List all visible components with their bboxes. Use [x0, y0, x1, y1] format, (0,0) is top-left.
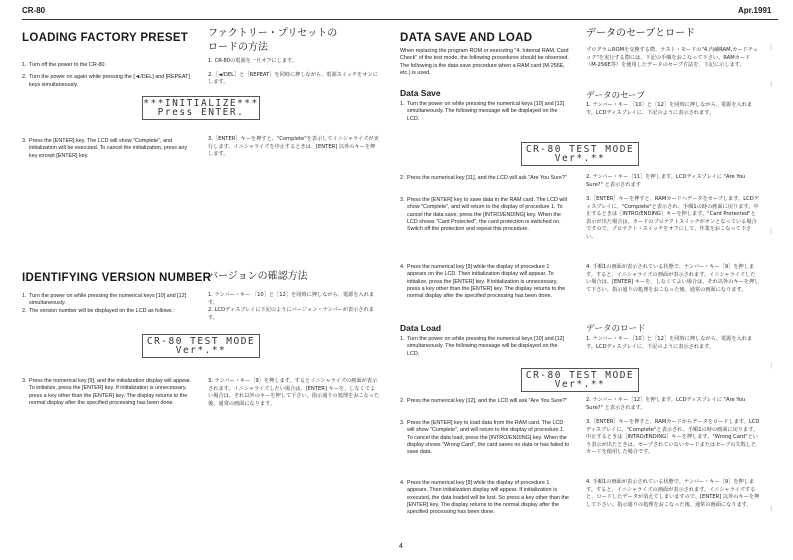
margin-mark-icon: (: [770, 80, 773, 88]
save-step1-en: Turn the power on while pressing the numerical keys [10] and [12] simultaneously. The following message will be displayed on the LCD.: [407, 101, 565, 122]
save-step4-jp: 4. 手順1の画面が表示されている状態で、ナンバー・キー［9］を押します。すると、イニシャライズの画面が表示されます。イニシャライズしたい場合は、[ENTER] キーを、しなくてよい場合は、それ以外のキーを押して下さい。指示通りの処理をおこなった後、通常の画面になります。: [586, 264, 760, 293]
load-step1-en: Turn the power on while pressing the numerical keys [10] and [12] simultaneously. The following message will be displayed on the LCD.: [407, 336, 565, 357]
save-step4-en: Press the numerical key [9] while the display of procedure 1 appears on the LCD. Then initialization display will appear. To initialize, press the [ENTER] key. If initialization is unnecessary, press a key other than the [ENTER] key. The display returns to the normal display after the specified processing has been done.: [407, 264, 566, 300]
load-step2-en-block: 2. Press the numerical key [12], and the LCD will ask "Are You Sure?": [400, 398, 570, 405]
header-date: Apr.1991: [738, 6, 772, 15]
header-rule: [22, 19, 778, 20]
load-step4-en: Press the numerical key [9] while the display of procedure 1 appears. Then initialization display will appear. If initialization is executed, the data loaded will be lost. So press a key other than the [ENTER] key. The display returns to the normal display after the specified processing has been done.: [407, 480, 569, 516]
save-step1-en-block: 1. Turn the power on while pressing the numerical keys [10] and [12] simultaneously. The following message will be displayed on the LCD.: [400, 101, 570, 123]
identify-steps-jp: [208, 292, 380, 322]
margin-mark-icon: (: [770, 505, 773, 513]
lcd-initialize: [142, 96, 260, 120]
save-step4-en-block: 4. Press the numerical key [9] while the display of procedure 1 appears on the LCD. Then initialization display will appear. To initialize, press the [ENTER] key. If initialization is unnecessary, press a key other than the [ENTER] key. The display returns to the normal display after the specified processing has been done.: [400, 264, 570, 300]
identify-step2-en: The version number will be displayed on the LCD as follows :: [29, 307, 175, 314]
lcd-save-line2: Ver*.**: [554, 153, 606, 164]
load-step4-en-block: 4. Press the numerical key [9] while the display of procedure 1 appears. Then initialization display will appear. If initialization is executed, the data loaded will be lost. So press a key other than the [ENTER] key. The display returns to the normal display after the specified processing has been done.: [400, 480, 569, 516]
lcd-save-line1: CR-80 TEST MODE: [525, 144, 635, 155]
lcd-initialize-line2: Press ENTER.: [157, 107, 245, 118]
identify-step3-jp-block: [208, 378, 380, 408]
lcd-load-line2: Ver*.**: [554, 379, 606, 390]
loading-step3-jp: 3.［ENTER］キーを押すと、"Complete"を表示してイニシャライズが実行します。イニシャライズを中止するときは、[ENTER] 以外のキーを押します。: [208, 136, 379, 158]
loading-step2-jp: 2.［◄/DEL］と［REPEAT］を同時に押しながら、電源スイッチをオンにします。: [208, 71, 378, 86]
identify-step1-jp: 1. ナンバー・キー ［10］と［12］を同時に押しながら、電源を入れます。: [208, 292, 375, 306]
identify-step3-en: Press the numerical key [9], and the initialization display will appear. To initialize, press the [ENTER] key. If initialization is unnecessary, press a key other than the [ENTER] key. The display returns to the normal display after the specified processing has been done.: [29, 378, 192, 406]
lcd-version: [142, 334, 260, 358]
save-step3-jp: 3.［ENTER］キーを押すと、RAMカードへデータをセーブします。LCDディスプレイに、"Complete"と表示され、手順1の時の画面に戻ります。中止するときは［INTRO/ENDING］キーを押します。"Card Protected"と表示が出た場合は、カードのプロテクトスイッチがオンとなっている場合ですので、プロテクト・スイッチをオフにして、作業をおこなって下さい。: [586, 196, 759, 240]
save-step3-en: Press the [ENTER] key to save data in the RAM card. The LCD will show "Complete", and will return to the display of procedure 1. To cancel the data save, press the [INTRO/ENDING] key. When the LCD shows "Card Protected", the card protection is switched on. Switch off the protection and repeat this procedure.: [407, 197, 567, 233]
header-model: CR-80: [22, 6, 46, 15]
page-number: 4: [399, 543, 403, 550]
lcd-version-line2: Ver*.**: [175, 345, 227, 356]
lcd-load-testmode: [521, 368, 639, 392]
load-step3-en-block: 3. Press the [ENTER] key to load data from the RAM card. The LCD will show "Complete", and will return to the display of procedure 1. To cancel the data load, press the [INTRO/ENDING] key. When the display shows "Wrong Card", the card saves no data or has failed to save data.: [400, 420, 570, 456]
identify-step3-jp: 3. ナンバー・キー［9］を押します。するとイニシャライズの画面が表示されます。イニシャライズしたい場合は、[ENTER] キーを、しなくてよい場合は、それ以外のキーを押して下さい。指示通りの処理をおこなった後、通常の画面になります。: [208, 378, 380, 407]
load-step1-en-block: 1. Turn the power on while pressing the numerical keys [10] and [12] simultaneously. The following message will be displayed on the LCD.: [400, 336, 570, 358]
identify-step3-en-block: 3. Press the numerical key [9], and the initialization display will appear. To initialize, press the [ENTER] key. If initialization is unnecessary, press a key other than the [ENTER] key. The display returns to the normal display after the specified processing has been done.: [22, 378, 192, 406]
load-step3-en: Press the [ENTER] key to load data from the RAM card. The LCD will show "Complete", and will return to the display of procedure 1. To cancel the data load, press the [INTRO/ENDING] key. When the display shows "Wrong Card", the card saves no data or has failed to save data.: [407, 420, 570, 456]
lcd-load-line1: CR-80 TEST MODE: [525, 370, 635, 381]
loading-title-en: LOADING FACTORY PRESET: [22, 32, 189, 44]
data-save-heading-jp: データのセーブ: [586, 91, 645, 101]
save-step3-en-block: 3. Press the [ENTER] key to save data in the RAM card. The LCD will show "Complete", and will return to the display of procedure 1. To cancel the data save, press the [INTRO/ENDING] key. When the LCD shows "Card Protected", the card protection is switched on. Switch off the protection and repeat this procedure.: [400, 197, 570, 233]
load-step1-jp: 1. ナンバー・キー ［10］と［12］を同時に押しながら、電源を入れます。LCDディスプレイに、下記のように表示されます。: [586, 336, 753, 350]
margin-mark-icon: (: [770, 362, 773, 370]
save-step2-en: Press the numerical key [11], and the LCD will ask "Are You Sure?": [407, 175, 567, 181]
margin-mark-icon: (: [770, 228, 773, 236]
identify-step2-jp: 2. LCDディスプレイに下記のようにバージョン・ナンバーが表示されます。: [208, 307, 374, 321]
saveload-intro-jp: プログラムROMを交換する際、テスト・モードの"4.内蔵RAM,カードチェック"を実行する際には、下記の手順をおこなって下さい。RAMカード（M-256E等）を使用したデータのセーブ方法を、下記に示します。: [586, 47, 759, 69]
loading-title-jp: ファクトリー・プリセットの ロードの方法: [208, 28, 338, 53]
loading-step1-jp: 1. CR-80の電源を一旦オフにします。: [208, 58, 297, 64]
saveload-title-jp: データのセーブとロード: [586, 28, 696, 39]
load-step3-jp: 3.［ENTER］キーを押すと、RAMカードからデータをロードします。LCDディスプレイに、"Complete"と表示され、手順1の時の画面に戻ります。中止するときは［INTRO/ENDING］キーを押します。"Wrong Card"という表示が出たときは、セーブされていないカードまたはセーブの失敗したカードを使用した場合です。: [586, 419, 760, 456]
identify-steps-en: 1. Turn the power on while pressing the numerical keys [10] and [12] simultaneously. 2. The version number will be displayed on the LCD as follows :: [22, 293, 192, 315]
loading-step3-en-block: 3. Press the [ENTER] key. The LCD will show "Complete", and initialization will be executed. To cancel the initialization, press any key except [ENTER] key.: [22, 138, 192, 160]
loading-step2-en: Turn the power on again while pressing the [◄/DEL] and [REPEAT] keys simultaneously.: [29, 74, 190, 88]
loading-step3-en: Press the [ENTER] key. The LCD will show "Complete", and initialization will be executed. To cancel the initialization, press any key except [ENTER] key.: [29, 138, 188, 159]
lcd-save-testmode: [521, 142, 639, 166]
data-load-heading-jp: データのロード: [586, 324, 646, 334]
identify-title-en: IDENTIFYING VERSION NUMBER: [22, 272, 212, 284]
identify-title-jp: バージョンの確認方法: [208, 271, 308, 282]
save-step2-jp: 2. ナンバー・キー［11］を押します。LCDディスプレイに "Are You Sure?" と表示されます: [586, 174, 746, 188]
lcd-initialize-line1: ***INITIALIZE***: [143, 98, 259, 109]
save-step2-en-block: 2. Press the numerical key [11], and the LCD will ask "Are You Sure?": [400, 175, 570, 182]
lcd-version-line1: CR-80 TEST MODE: [146, 336, 256, 347]
loading-step3-jp-block: [208, 136, 380, 159]
loading-step1-en: Turn off the power to the CR-80.: [29, 62, 107, 68]
load-step4-jp: 4. 手順1の画面が表示されている状態で、ナンバー・キー［9］を押します。すると、イニシャライズの画面が表示されます。イニシャライズすると、ロードしたデータが消えてしまいますので、[ENTER] 以外のキーを押して下さい。指示通りの処理をおこなった後、通常の画面になります。: [586, 479, 760, 508]
load-step2-jp: 2. ナンバー・キー［12］を押します。LCDディスプレイに "Are You Sure?" と表示されます。: [586, 397, 746, 411]
save-step1-jp: 1. ナンバー・キー ［10］と［12］を同時に押しながら、電源を入れます。LCDディスプレイに、下記のように表示されます。: [586, 102, 753, 116]
loading-steps-jp: [208, 58, 380, 87]
saveload-title-en: DATA SAVE AND LOAD: [400, 32, 533, 44]
loading-steps-en: 1. Turn off the power to the CR-80. 2. Turn the power on again while pressing the [◄/DEL] and [REPEAT] keys simultaneously.: [22, 62, 192, 89]
saveload-intro-en: When replacing the program ROM or executing "4. Internal RAM, Card Check" of the test mode, the following procedures should be observed. The following is the data save procedure when a RAM card (M-256E, etc.) is used.: [400, 48, 569, 76]
data-load-heading-en: Data Load: [400, 323, 442, 333]
identify-step1-en: Turn the power on while pressing the numerical keys [10] and [12] simultaneously.: [29, 293, 187, 307]
margin-mark-icon: (: [770, 44, 773, 52]
data-save-heading-en: Data Save: [400, 88, 441, 98]
load-step2-en: Press the numerical key [12], and the LCD will ask "Are You Sure?": [407, 398, 568, 404]
